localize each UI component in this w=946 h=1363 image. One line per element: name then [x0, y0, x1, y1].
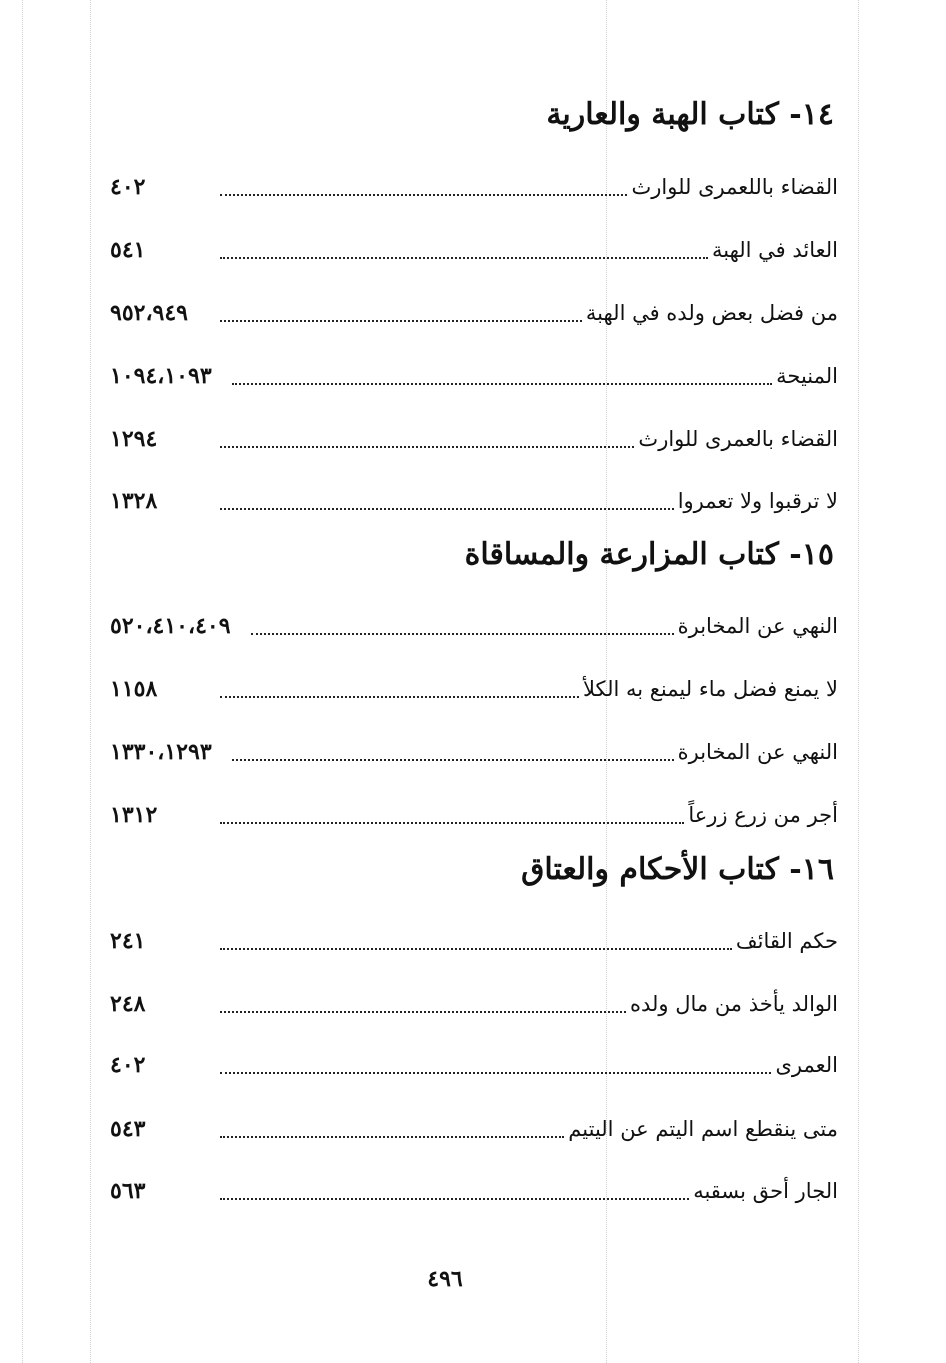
entry-pages: ١٣١٢ — [110, 802, 158, 828]
entry-pages: ١١٥٨ — [110, 676, 158, 702]
entry-title: العائد في الهبة — [711, 238, 838, 262]
index-entry — [110, 607, 838, 641]
scan-guide-line — [90, 0, 91, 1363]
entry-title: لا ترقبوا ولا تعمروا — [677, 489, 838, 513]
dot-leader — [220, 445, 634, 448]
section-heading: ١٦- كتاب الأحكام والعتاق — [521, 852, 834, 887]
dot-leader — [220, 821, 684, 824]
entry-pages: ٢٤١ — [110, 928, 146, 954]
index-entry — [110, 168, 838, 202]
scan-guide-line — [22, 0, 23, 1363]
dot-leader — [220, 319, 582, 322]
index-entry — [110, 985, 838, 1019]
section-heading: ١٥- كتاب المزارعة والمساقاة — [464, 537, 834, 572]
entry-title: لا يمنع فضل ماء ليمنع به الكلأ — [582, 677, 838, 701]
index-entry — [110, 922, 838, 956]
entry-title: القضاء بالعمرى للوارث — [638, 427, 838, 451]
dot-leader — [220, 193, 627, 196]
index-entry — [110, 482, 838, 516]
entry-title: حكم القائف — [735, 929, 838, 953]
index-entry — [110, 231, 838, 265]
entry-pages: ١٣٣٠،١٢٩٣ — [110, 739, 212, 765]
dot-leader — [220, 695, 579, 698]
index-entry — [110, 357, 838, 391]
index-entry — [110, 796, 838, 830]
entry-pages: ٥٦٣ — [110, 1178, 146, 1204]
dot-leader — [232, 758, 674, 761]
entry-pages: ٩٥٢،٩٤٩ — [110, 300, 188, 326]
index-entry — [110, 294, 838, 328]
entry-title: العمرى — [775, 1053, 838, 1077]
dot-leader — [220, 1071, 771, 1074]
entry-title: النهي عن المخابرة — [677, 614, 838, 638]
dot-leader — [220, 1197, 689, 1200]
entry-pages: ١٠٩٤،١٠٩٣ — [110, 363, 212, 389]
entry-title: القضاء باللعمرى للوارث — [631, 175, 838, 199]
dot-leader — [220, 1135, 564, 1138]
index-entry — [110, 420, 838, 454]
entry-title: النهي عن المخابرة — [677, 740, 838, 764]
dot-leader — [251, 632, 674, 635]
index-entry — [110, 670, 838, 704]
dot-leader — [220, 947, 732, 950]
dot-leader — [220, 256, 708, 259]
entry-pages: ٢٤٨ — [110, 991, 146, 1017]
entry-pages: ١٣٢٨ — [110, 488, 158, 514]
index-entry — [110, 733, 838, 767]
entry-title: أجر من زرع زرعاً — [688, 803, 838, 827]
entry-title: الوالد يأخذ من مال ولده — [630, 992, 838, 1016]
entry-pages: ٤٠٢ — [110, 174, 146, 200]
index-entry — [110, 1046, 838, 1080]
entry-pages: ٥٤٣ — [110, 1116, 146, 1142]
entry-title: من فضل بعض ولده في الهبة — [585, 301, 838, 325]
scan-guide-line — [858, 0, 859, 1363]
entry-title: المنيحة — [776, 364, 838, 388]
entry-pages: ١٢٩٤ — [110, 426, 158, 452]
dot-leader — [220, 507, 674, 510]
section-heading: ١٤- كتاب الهبة والعارية — [546, 97, 834, 132]
entry-pages: ٥٢٠،٤١٠،٤٠٩ — [110, 613, 231, 639]
entry-pages: ٥٤١ — [110, 237, 146, 263]
entry-title: متى ينقطع اسم اليتم عن اليتيم — [568, 1117, 838, 1141]
entry-pages: ٤٠٢ — [110, 1052, 146, 1078]
index-entry — [110, 1172, 838, 1206]
index-entry — [110, 1110, 838, 1144]
entry-title: الجار أحق بسقبه — [693, 1179, 838, 1203]
dot-leader — [220, 1010, 626, 1013]
page-number: ٤٩٦ — [427, 1266, 463, 1292]
dot-leader — [232, 382, 772, 385]
